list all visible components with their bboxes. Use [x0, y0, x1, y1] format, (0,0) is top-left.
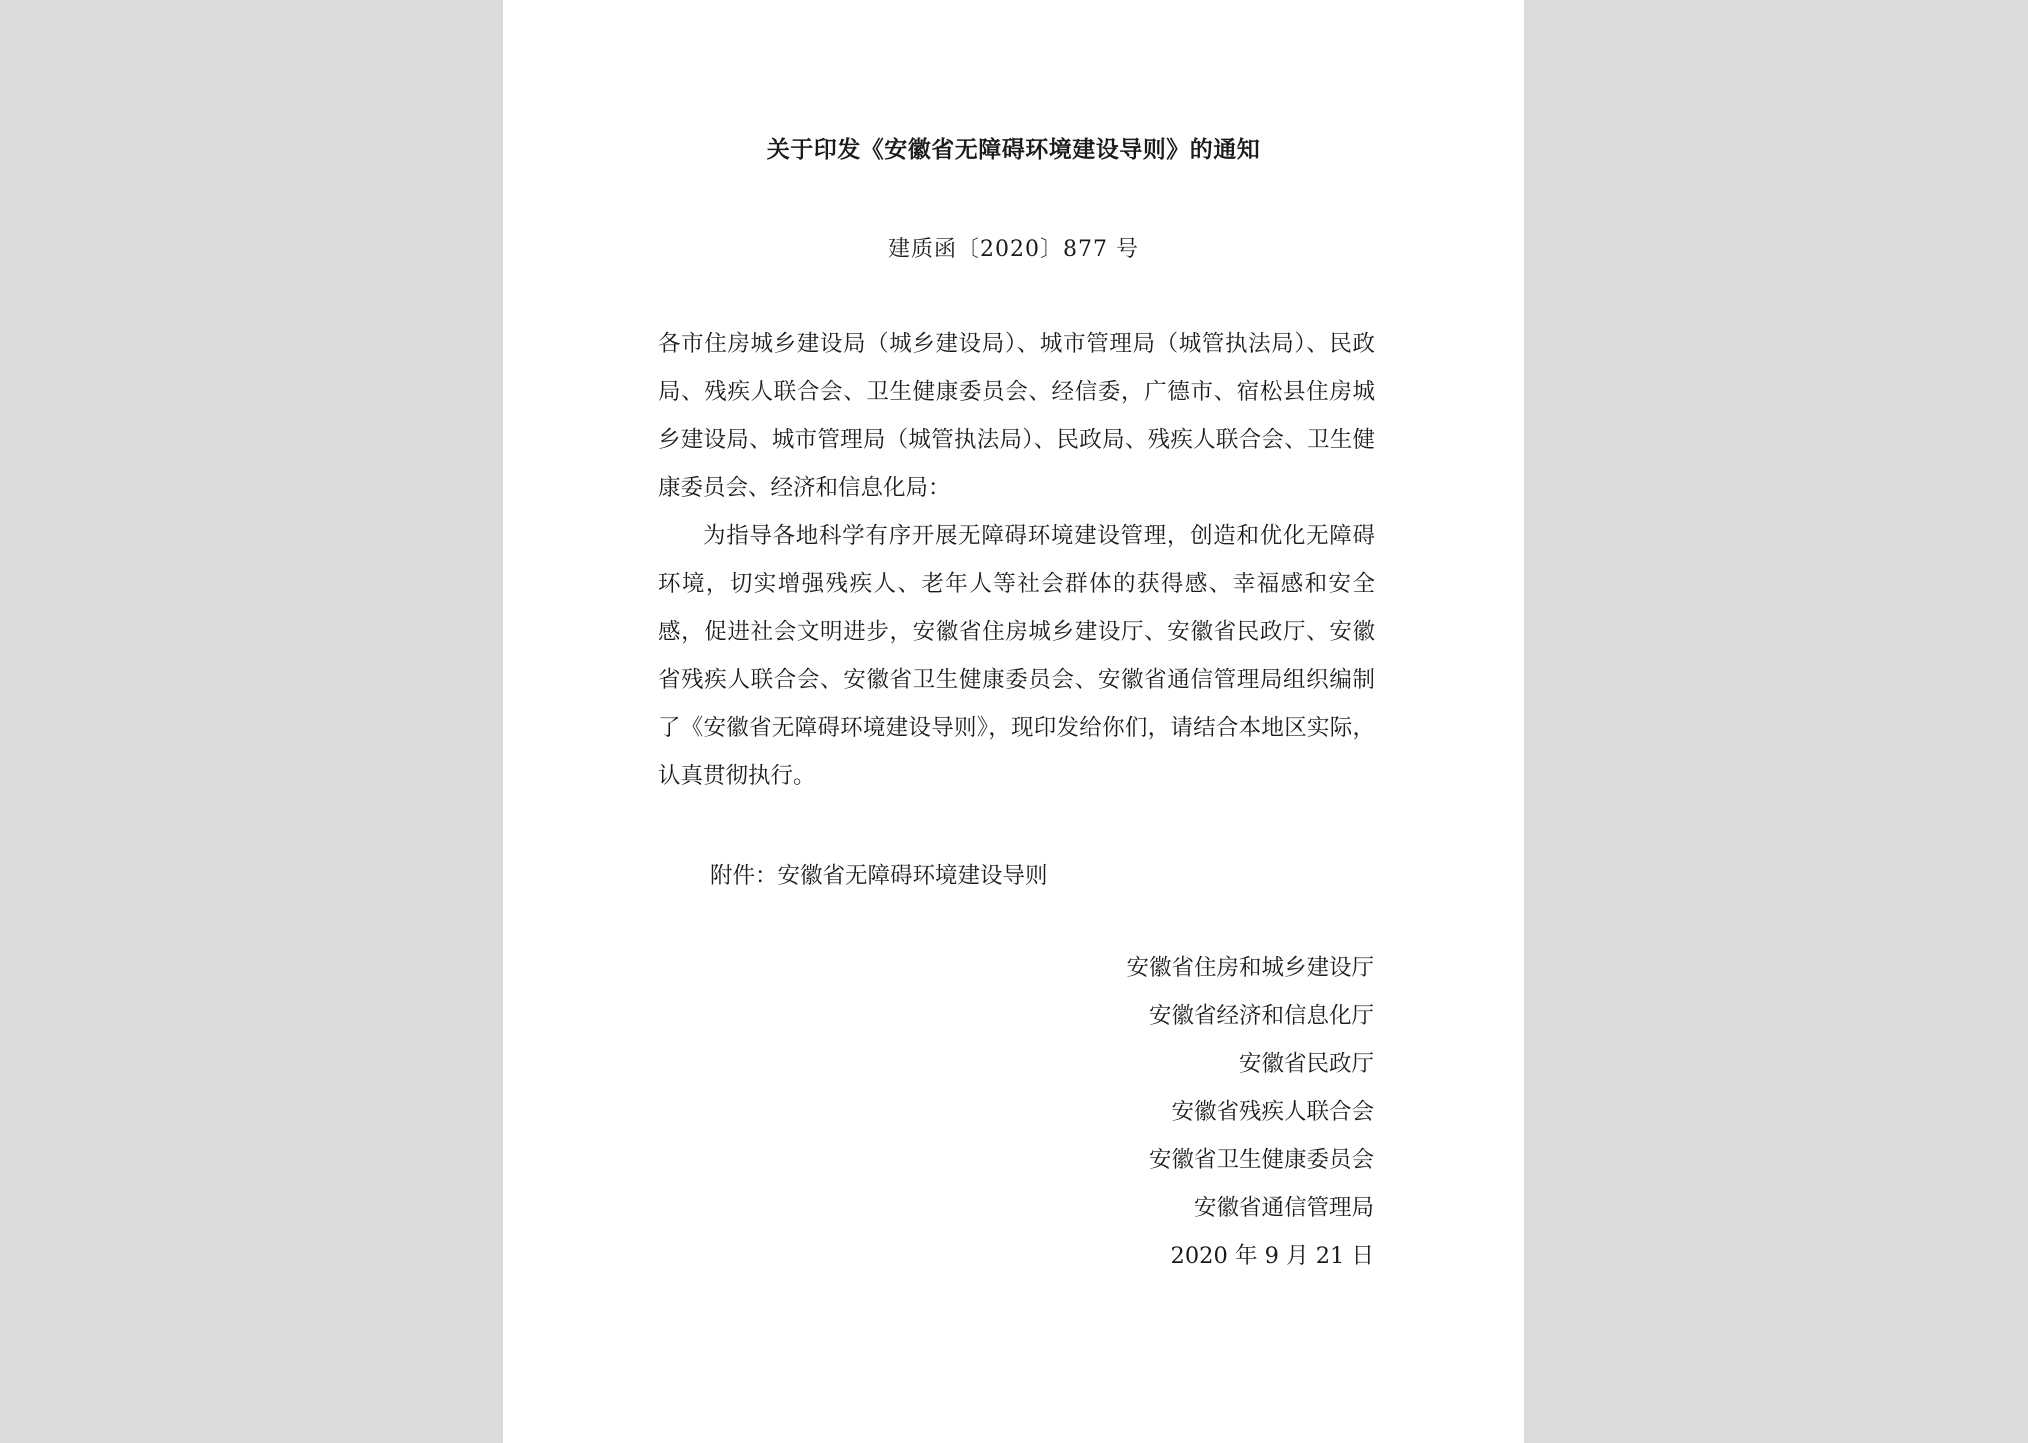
document-page — [503, 0, 1524, 1443]
document-date: 2020 年 9 月 21 日 — [1170, 1243, 1374, 1269]
signatory: 安徽省住房和城乡建设厅 — [1126, 955, 1374, 981]
signatory: 安徽省民政厅 — [1238, 1051, 1374, 1077]
signature-block — [1126, 944, 1374, 1280]
signatory: 安徽省残疾人联合会 — [1171, 1099, 1374, 1125]
signatory: 安徽省通信管理局 — [1193, 1195, 1374, 1221]
document-number: 建质函〔2020〕877 号 — [888, 237, 1139, 262]
document-title: 关于印发《安徽省无障碍环境建设导则》的通知 — [766, 136, 1261, 163]
signatory: 安徽省经济和信息化厅 — [1148, 1003, 1374, 1029]
signatory: 安徽省卫生健康委员会 — [1148, 1147, 1374, 1173]
body-paragraph: 为指导各地科学有序开展无障碍环境建设管理，创造和优化无障碍环境，切实增强残疾人、老年人等社会群体的获得感、幸福感和安全感，促进社会文明进步，安徽省住房城乡建设厅、安徽省民政厅、安徽省残疾人联合会、安徽省卫生健康委员会、安徽省通信管理局组织编制了《安徽省无障碍环境建设导则》，现印发给你们，请结合本地区实际，认真贯彻执行。 — [658, 523, 1375, 789]
attachment-line: 附件：安徽省无障碍环境建设导则 — [710, 863, 1048, 889]
recipients-paragraph: 各市住房城乡建设局（城乡建设局）、城市管理局（城管执法局）、民政局、残疾人联合会、卫生健康委员会、经信委，广德市、宿松县住房城乡建设局、城市管理局（城管执法局）、民政局、残疾人联合会、卫生健康委员会、经济和信息化局： — [658, 331, 1375, 501]
